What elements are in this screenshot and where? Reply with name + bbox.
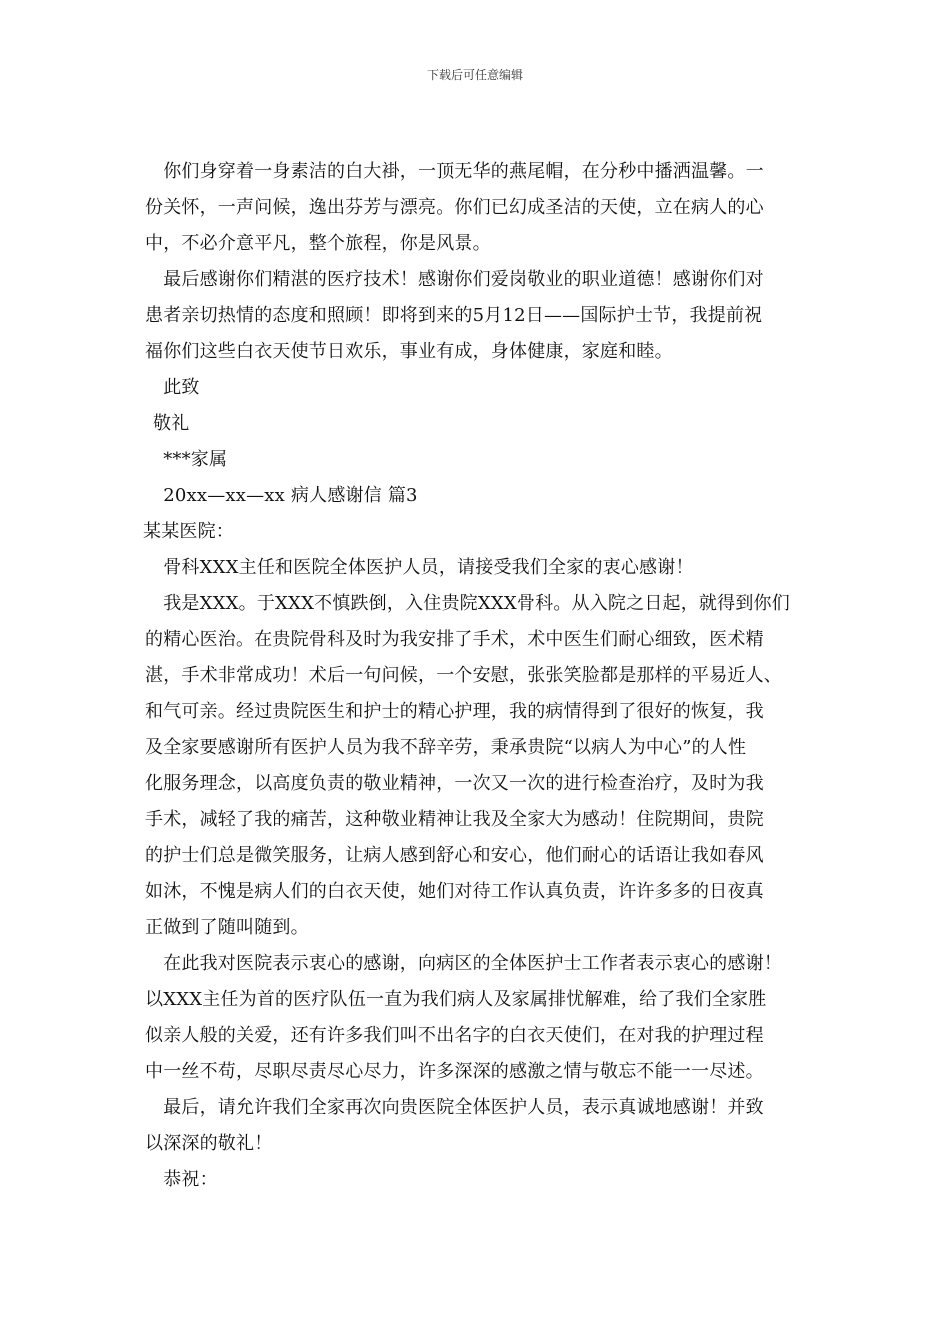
- page-header-note: 下载后可任意编辑: [426, 68, 523, 82]
- text-line: 手术，减轻了我的痛苦，这种敬业精神让我及全家大为感动！住院期间，贵院: [145, 809, 764, 830]
- text-line: 此致: [145, 377, 200, 398]
- text-line: 患者亲切热情的态度和照顾！即将到来的5月12日——国际护士节，我提前祝: [145, 305, 763, 326]
- text-line: ***家属: [145, 449, 228, 470]
- text-line: 我是XXX。于XXX不慎跌倒，入住贵院XXX骨科。从入院之日起，就得到你们: [145, 593, 790, 614]
- text-line: 最后感谢你们精湛的医疗技术！感谢你们爱岗敬业的职业道德！感谢你们对: [145, 269, 764, 290]
- text-line: 的精心医治。在贵院骨科及时为我安排了手术，术中医生们耐心细致，医术精: [145, 629, 764, 650]
- text-line: 在此我对医院表示衷心的感谢，向病区的全体医护士工作者表示衷心的感谢！: [145, 953, 782, 974]
- text-line: 你们身穿着一身素洁的白大褂，一顶无华的燕尾帽，在分秒中播洒温馨。一: [145, 161, 764, 182]
- text-line: 似亲人般的关爱，还有许多我们叫不出名字的白衣天使们，在对我的护理过程: [145, 1025, 764, 1046]
- text-line: 和气可亲。经过贵院医生和护士的精心护理，我的病情得到了很好的恢复，我: [145, 701, 764, 722]
- text-line: 某某医院：: [143, 521, 234, 542]
- text-line: 以深深的敬礼！: [145, 1133, 273, 1154]
- text-line: 恭祝：: [145, 1169, 218, 1190]
- text-line: 20xx—xx—xx 病人感谢信 篇3: [145, 485, 418, 506]
- text-line: 最后，请允许我们全家再次向贵医院全体医护人员，表示真诚地感谢！并致: [145, 1097, 764, 1118]
- text-line: 中一丝不苟，尽职尽责尽心尽力，许多深深的感激之情与敬忘不能一一尽述。: [145, 1061, 764, 1082]
- text-line: 份关怀，一声问候，逸出芬芳与漂亮。你们已幻成圣洁的天使，立在病人的心: [145, 197, 764, 218]
- text-line: 如沐，不愧是病人们的白衣天使，她们对待工作认真负责，许许多多的日夜真: [145, 881, 764, 902]
- text-line: 湛，手术非常成功！术后一句问候，一个安慰，张张笑脸都是那样的平易近人、: [145, 665, 782, 686]
- text-line: 及全家要感谢所有医护人员为我不辞辛劳，秉承贵院“以病人为中心”的人性: [145, 737, 747, 758]
- text-line: 以XXX主任为首的医疗队伍一直为我们病人及家属排忧解难，给了我们全家胜: [145, 989, 767, 1010]
- text-line: 化服务理念，以高度负责的敬业精神，一次又一次的进行检查治疗，及时为我: [145, 773, 764, 794]
- text-line: 中，不必介意平凡，整个旅程，你是风景。: [145, 233, 491, 254]
- text-line: 正做到了随叫随到。: [145, 917, 309, 938]
- text-line: 骨科XXX主任和医院全体医护人员，请接受我们全家的衷心感谢！: [145, 557, 694, 578]
- text-line: 的护士们总是微笑服务，让病人感到舒心和安心，他们耐心的话语让我如春风: [145, 845, 764, 866]
- text-line: 福你们这些白衣天使节日欢乐，事业有成，身体健康，家庭和睦。: [145, 341, 673, 362]
- text-line: 敬礼: [153, 413, 190, 434]
